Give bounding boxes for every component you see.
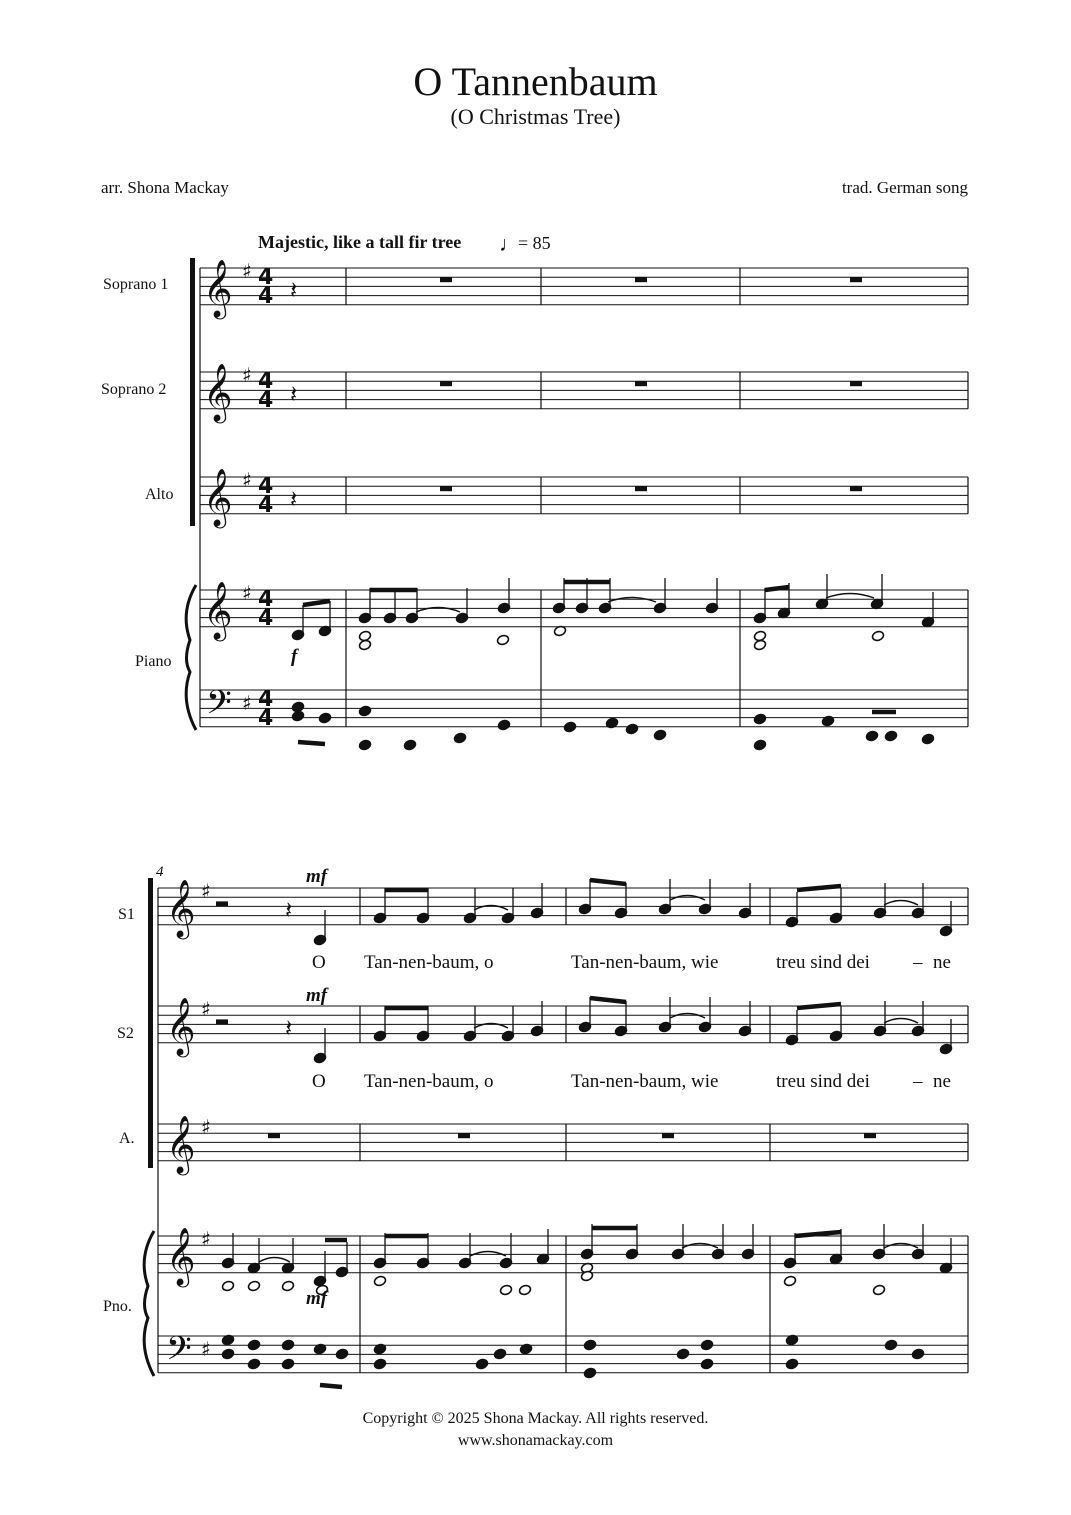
piano-bass-note	[700, 1358, 713, 1370]
website-link[interactable]: www.shonamackay.com	[457, 1432, 614, 1449]
time-signature-top: 4	[258, 369, 274, 394]
time-signature-bottom: 4	[258, 706, 274, 731]
time-signature-bottom: 4	[258, 493, 274, 518]
whole-rest	[635, 381, 647, 386]
part-label-s2: S2	[117, 1025, 134, 1042]
vocal-bracket	[148, 878, 153, 1168]
whole-rest	[864, 1133, 876, 1138]
dynamic-forte: f	[291, 646, 298, 667]
piano-chord-note	[783, 1275, 796, 1287]
page-subtitle: (O Christmas Tree)	[450, 104, 621, 129]
piano-bass-note	[884, 730, 897, 742]
half-rest	[216, 901, 228, 906]
piano-bass-note	[403, 739, 416, 751]
beam	[590, 998, 626, 1002]
piano-chord-note	[281, 1280, 294, 1292]
key-signature-sharp: ♯	[201, 997, 211, 1021]
beam	[320, 1385, 342, 1387]
bass-clef-icon: 𝄢	[206, 684, 232, 730]
lyric-s1-hyphen: –	[913, 952, 923, 973]
time-signature-bottom: 4	[258, 606, 274, 631]
key-signature-sharp: ♯	[201, 1115, 211, 1139]
beam	[303, 601, 330, 605]
time-signature-top: 4	[258, 265, 274, 290]
key-signature-sharp: ♯	[201, 879, 211, 903]
piano-chord-note	[247, 1280, 260, 1292]
beam	[797, 886, 841, 890]
whole-rest	[635, 277, 647, 282]
piano-bass-note	[821, 715, 834, 727]
composer-credit: trad. German song	[841, 178, 968, 197]
treble-clef-icon: 𝄞	[166, 879, 196, 937]
piano-bass-note	[291, 710, 304, 722]
whole-rest	[458, 1133, 470, 1138]
part-label-alto: Alto	[145, 486, 174, 503]
beam	[795, 1232, 841, 1236]
page-title: O Tannenbaum	[413, 59, 658, 104]
piano-bass-note	[753, 739, 766, 751]
bass-clef-icon: 𝄢	[166, 1330, 192, 1376]
whole-rest	[268, 1133, 280, 1138]
arranger-credit: arr. Shona Mackay	[101, 178, 229, 197]
key-signature-sharp: ♯	[242, 363, 252, 387]
tie	[884, 901, 918, 906]
time-signature-bottom: 4	[258, 284, 274, 309]
key-signature-sharp: ♯	[242, 468, 252, 492]
lyric-s1-word: O	[312, 952, 326, 973]
piano-bass-note	[785, 1358, 798, 1370]
piano-bass-note	[865, 730, 878, 742]
tie	[884, 1244, 918, 1249]
treble-clef-icon: 𝄞	[203, 259, 233, 317]
beam	[298, 742, 325, 744]
part-label-soprano-2: Soprano 2	[101, 381, 167, 398]
dynamic-mf-s2: mf	[306, 985, 328, 1006]
key-signature-sharp: ♯	[242, 259, 252, 283]
whole-rest	[850, 277, 862, 282]
piano-chord-note	[518, 1284, 531, 1296]
whole-rest	[635, 486, 647, 491]
piano-bass-note	[281, 1358, 294, 1370]
whole-rest	[662, 1133, 674, 1138]
piano-bass-note	[247, 1339, 260, 1351]
tie	[682, 1244, 718, 1249]
lyric-s2-hyphen: –	[913, 1071, 923, 1092]
quarter-rest: 𝄽	[285, 1014, 293, 1042]
piano-bass-note	[358, 705, 371, 717]
piano-bass-note	[583, 1339, 596, 1351]
lyric-s1-word: Tan-nen-baum, wie	[571, 952, 719, 973]
copyright-notice: Copyright © 2025 Shona Mackay. All rights reserved.	[362, 1410, 709, 1427]
vocal-bracket	[190, 258, 195, 526]
lyric-s2-word: ne	[933, 1071, 951, 1092]
piano-chord-note	[496, 634, 509, 646]
tie	[884, 1019, 918, 1024]
piano-bass-note	[753, 713, 766, 725]
tie	[608, 598, 656, 603]
whole-rest	[440, 381, 452, 386]
piano-bass-note	[373, 1358, 386, 1370]
quarter-rest: 𝄽	[290, 380, 298, 408]
beam	[765, 587, 789, 590]
dynamic-mf-s1: mf	[306, 866, 328, 887]
brace-icon	[144, 1231, 154, 1376]
piano-bass-note	[497, 719, 510, 731]
piano-chord-note	[499, 1284, 512, 1296]
lyric-s2-word: treu sind dei	[776, 1071, 870, 1092]
tie	[670, 896, 705, 901]
piano-chord-note	[872, 1284, 885, 1296]
lyric-s1-word: Tan-nen-baum, o	[364, 952, 494, 973]
treble-clef-icon: 𝄞	[203, 468, 233, 526]
piano-bass-note	[700, 1339, 713, 1351]
part-label-pno: Pno.	[103, 1298, 132, 1315]
part-label-s1: S1	[118, 906, 135, 923]
part-label-soprano-1: Soprano 1	[103, 276, 169, 293]
lyric-s1-word: ne	[933, 952, 951, 973]
piano-bass-note	[583, 1367, 596, 1379]
treble-clef-icon: 𝄞	[203, 363, 233, 421]
treble-clef-icon: 𝄞	[203, 581, 233, 639]
treble-clef-icon: 𝄞	[166, 1115, 196, 1173]
tempo-marking: Majestic, like a tall fir tree	[258, 232, 462, 252]
dynamic-mf-piano: mf	[306, 1288, 328, 1309]
piano-bass-note	[475, 1358, 488, 1370]
lyric-s2-word: Tan-nen-baum, o	[364, 1071, 494, 1092]
lyric-s2-word: Tan-nen-baum, wie	[571, 1071, 719, 1092]
whole-rest	[440, 486, 452, 491]
tempo-value: = 85	[518, 233, 551, 253]
piano-chord-note	[871, 630, 884, 642]
time-signature-top: 4	[258, 474, 274, 499]
piano-bass-note	[318, 712, 331, 724]
piano-bass-note	[921, 733, 934, 745]
tie	[470, 1252, 506, 1257]
piano-chord-note	[221, 1280, 234, 1292]
piano-bass-note	[563, 721, 576, 733]
piano-bass-note	[335, 1348, 348, 1360]
quarter-rest: 𝄽	[290, 276, 298, 304]
piano-bass-note	[676, 1348, 689, 1360]
time-signature-top: 4	[258, 587, 274, 612]
piano-bass-note	[358, 739, 371, 751]
measure-number: 4	[156, 864, 164, 880]
piano-bass-note	[625, 723, 638, 735]
piano-chord-note	[358, 639, 371, 651]
beam	[797, 1004, 841, 1008]
tie	[670, 1014, 705, 1019]
piano-chord-note	[373, 1275, 386, 1287]
part-label-piano: Piano	[135, 653, 172, 670]
half-rest	[216, 1019, 228, 1024]
piano-bass-note	[911, 1348, 924, 1360]
piano-bass-note	[493, 1348, 506, 1360]
piano-bass-note	[453, 732, 466, 744]
key-signature-sharp: ♯	[201, 1227, 211, 1251]
beam	[590, 880, 626, 884]
tie	[259, 1258, 290, 1263]
piano-bass-note	[653, 729, 666, 741]
key-signature-sharp: ♯	[242, 581, 252, 605]
brace-icon	[186, 585, 196, 730]
key-signature-sharp: ♯	[242, 691, 252, 715]
lyric-s2-word: O	[312, 1071, 326, 1092]
key-signature-sharp: ♯	[201, 1337, 211, 1361]
whole-rest	[850, 486, 862, 491]
whole-rest	[440, 277, 452, 282]
piano-bass-note	[247, 1358, 260, 1370]
part-label-a: A.	[119, 1130, 135, 1147]
tie	[826, 594, 874, 599]
whole-rest	[850, 381, 862, 386]
piano-bass-note	[221, 1348, 234, 1360]
treble-clef-icon: 𝄞	[166, 1227, 196, 1285]
quarter-note-icon: ♩	[499, 232, 520, 256]
quarter-rest: 𝄽	[285, 896, 293, 924]
quarter-rest: 𝄽	[290, 485, 298, 513]
piano-bass-note	[884, 1339, 897, 1351]
time-signature-bottom: 4	[258, 388, 274, 413]
piano-bass-note	[281, 1339, 294, 1351]
time-signature-top: 4	[258, 687, 274, 712]
treble-clef-icon: 𝄞	[166, 997, 196, 1055]
piano-chord-note	[753, 639, 766, 651]
lyric-s1-word: treu sind dei	[776, 952, 870, 973]
